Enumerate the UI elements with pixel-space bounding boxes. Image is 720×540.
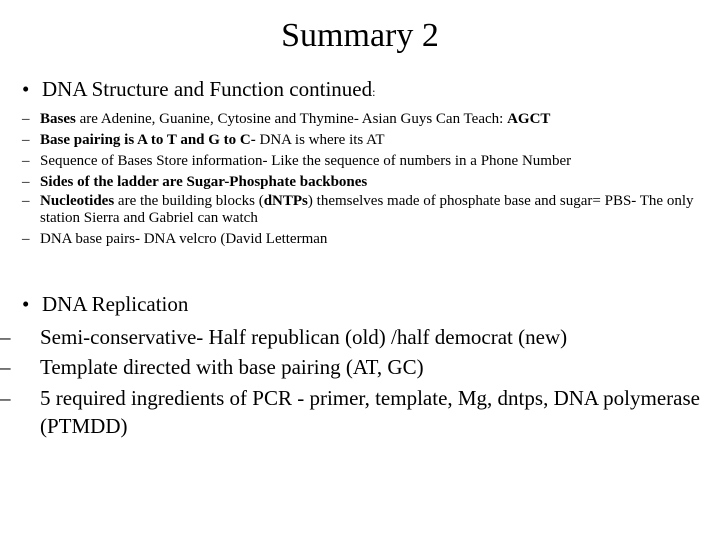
- list-item: [22, 229, 712, 250]
- item-text: ) themselves made of phosphate base and sugar= PBS- The only station Sierra and Gabriel can watch: [40, 193, 694, 226]
- item-text: Semi-conservative- Half republican (old) /half democrat (new): [40, 325, 568, 349]
- structure-list: [22, 109, 712, 250]
- section-dna-structure: [22, 76, 712, 250]
- slide-title: Summary 2: [281, 17, 439, 54]
- item-text: are Adenine, Guanine, Cytosine and Thymine- Asian Guys Can Teach:: [79, 111, 508, 127]
- list-item: [22, 109, 712, 130]
- section-heading: [22, 76, 712, 105]
- list-item: [0, 322, 712, 352]
- replication-list: [0, 322, 712, 440]
- bold-text: Sides of the ladder are Sugar-Phosphate backbones: [40, 174, 368, 190]
- bold-text: Bases: [40, 111, 80, 127]
- dash-icon: –: [22, 193, 30, 209]
- bold-text: Nucleotides: [40, 193, 118, 209]
- item-text: 5 required ingredients of PCR - primer, template, Mg, dntps, DNA polymerase (PTMDD): [40, 386, 700, 438]
- dash-icon: –: [22, 231, 30, 247]
- item-text: DNA is where its AT: [259, 132, 385, 148]
- section-heading-text: DNA Replication: [42, 292, 189, 316]
- heading-colon: :: [372, 85, 376, 99]
- bold-text: dNTPs: [263, 193, 308, 209]
- list-item: [22, 151, 712, 172]
- list-item: [22, 193, 712, 227]
- bold-text: AGCT: [507, 111, 551, 127]
- list-item: [0, 352, 712, 382]
- section-heading-text: DNA Structure and Function continued: [42, 77, 373, 101]
- list-item: [22, 130, 712, 151]
- section-heading: [22, 290, 712, 318]
- dash-icon: –: [22, 132, 30, 148]
- item-text: Template directed with base pairing (AT, GC): [40, 355, 424, 379]
- dash-icon: –: [0, 355, 11, 379]
- item-text: DNA base pairs- DNA velcro (David Letterman: [40, 231, 328, 247]
- bullet-icon: •: [22, 292, 30, 316]
- section-dna-replication: [0, 290, 712, 440]
- list-item: [22, 172, 712, 193]
- dash-icon: –: [22, 153, 30, 169]
- bullet-icon: •: [22, 77, 30, 101]
- dash-icon: –: [22, 111, 30, 127]
- dash-icon: –: [22, 174, 30, 190]
- item-text: Sequence of Bases Store information- Like the sequence of numbers in a Phone Number: [40, 153, 572, 169]
- list-item: [0, 384, 712, 440]
- item-text: are the building blocks (: [117, 193, 264, 209]
- dash-icon: –: [0, 325, 11, 349]
- dash-icon: –: [0, 386, 11, 410]
- bold-text: Base pairing is A to T and G to C-: [40, 132, 260, 148]
